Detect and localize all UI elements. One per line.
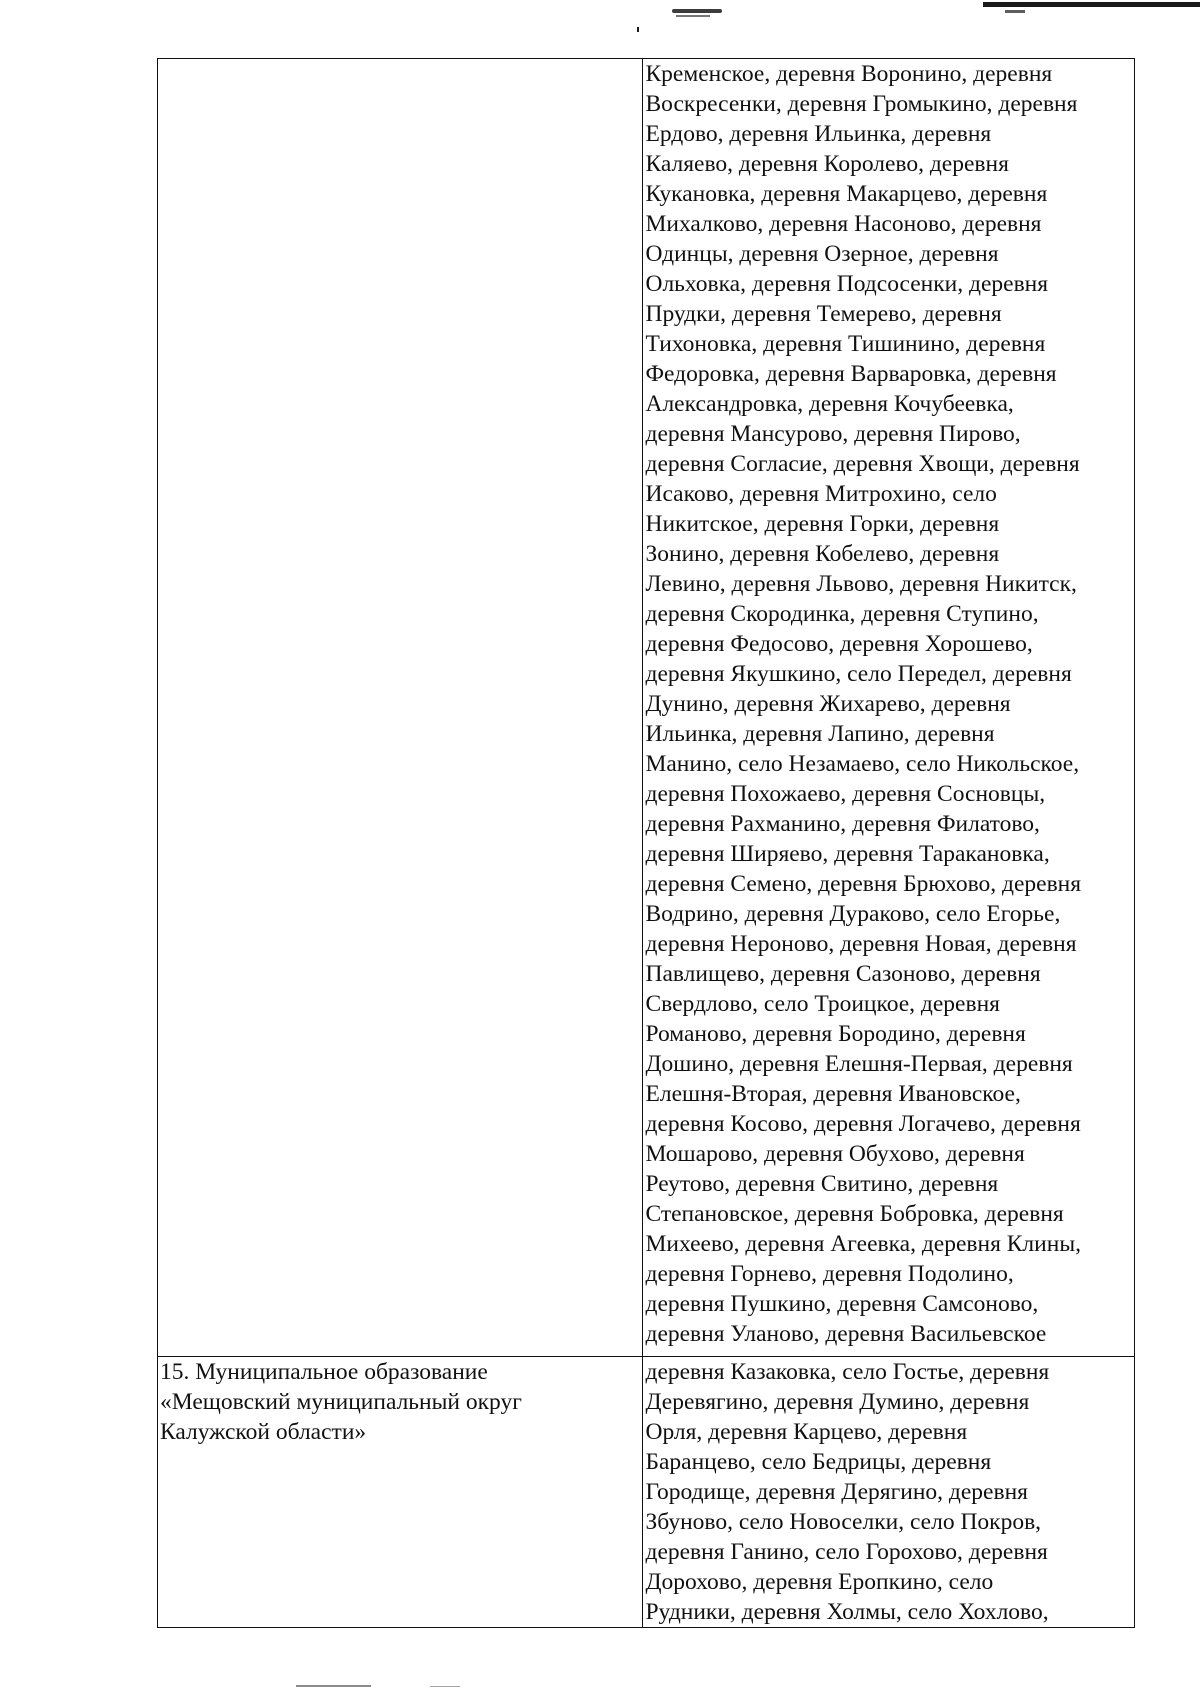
settlements-list: деревня Казаковка, село Гостье, деревня Деревягино, деревня Думино, деревня Орля, деревня Карцево, деревня Баранцево, село Бедрицы, деревня Городище, деревня Дерягино, деревня Збуново, село Новоселки, село Покров, деревня Ганино, село Горохово, деревня Дорохово, деревня Еропкино, село Рудники, деревня Холмы, село Хохлово, <box>645 1359 1050 1625</box>
scan-artifact <box>430 1686 460 1687</box>
municipality-name: 15. Муниципальное образование «Мещовский муниципальный округ Калужской области» <box>160 1359 522 1445</box>
settlements-table <box>157 58 1135 1628</box>
settlements-list: Кременское, деревня Воронино, деревня Воскресенки, деревня Громыкино, деревня Ердово, деревня Ильинка, деревня Каляево, деревня Королево, деревня Кукановка, деревня Макарцево, деревня Михалково, деревня Насоново, деревня Одинцы, деревня Озерное, деревня Ольховка, деревня Подсосенки, деревня Прудки, деревня Темерево, деревня Тихоновка, деревня Тишинино, деревня Федоровка, деревня Варваровка, деревня Александровка, деревня Кочубеевка, деревня Мансурово, деревня Пирово, деревня Согласие, деревня Хвощи, деревня Исаково, деревня Митрохино, село Никитское, деревня Горки, деревня Зонино, деревня Кобелево, деревня Левино, деревня Львово, деревня Никитск, деревня Скородинка, деревня Ступино, деревня Федосово, деревня Хорошево, деревня Якушкино, село Передел, деревня Дунино, деревня Жихарево, деревня Ильинка, деревня Лапино, деревня Манино, село Незамаево, село Никольское, деревня Похожаево, деревня Сосновцы, деревня Рахманино, деревня Филатово, деревня Ширяево, деревня Таракановка, деревня Семено, деревня Брюхово, деревня Водрино, деревня Дураково, село Егорье, деревня Нероново, деревня Новая, деревня Павлищево, деревня Сазоново, деревня Свердлово, село Троицкое, деревня Романово, деревня Бородино, деревня Дошино, деревня Елешня-Первая, деревня Елешня-Вторая, деревня Ивановское, деревня Косово, деревня Логачево, деревня Мошарово, деревня Обухово, деревня Реутово, деревня Свитино, деревня Степановское, деревня Бобровка, деревня Михеево, деревня Агеевка, деревня Клины, деревня Горнево, деревня Подолино, деревня Пушкино, деревня Самсоново, деревня Уланово, деревня Васильевское <box>645 61 1082 1347</box>
settlements-cell <box>643 1357 1135 1628</box>
scan-artifact <box>983 2 1200 7</box>
table-row <box>158 59 1135 1357</box>
settlements-cell <box>643 59 1135 1357</box>
municipality-cell <box>158 59 643 1357</box>
table-row <box>158 1357 1135 1628</box>
scan-artifact <box>637 27 639 32</box>
scan-artifact <box>1005 10 1025 13</box>
municipality-cell <box>158 1357 643 1628</box>
scan-artifact <box>676 15 710 17</box>
scan-artifact <box>296 1685 371 1687</box>
scan-artifact <box>672 9 722 13</box>
